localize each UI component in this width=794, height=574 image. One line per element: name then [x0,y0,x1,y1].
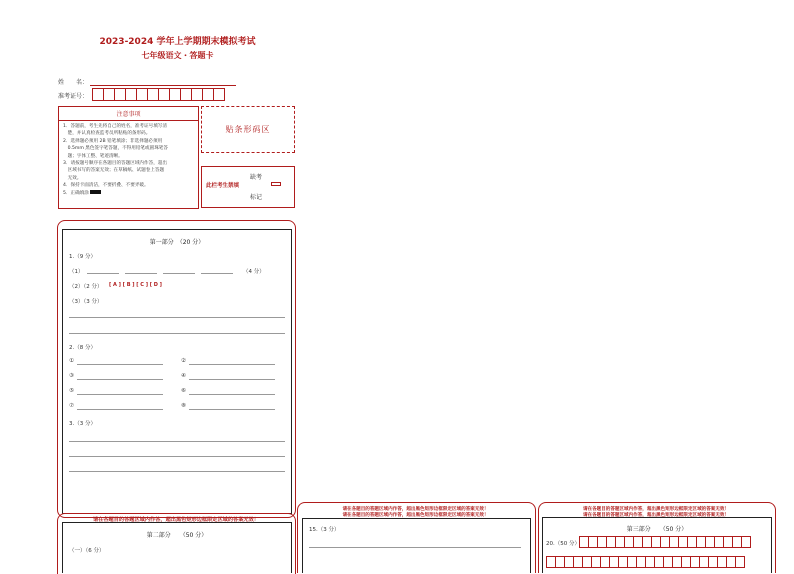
exam-title: 2023-2024 学年上学期期末模拟考试 [99,37,256,47]
q1-1-score: （4 分） [243,269,265,275]
mid-warning-2: 请在各题目的答题区域内作答，超出黑色矩形边框限定区域的答案无效！ [342,512,489,518]
q2-blank[interactable] [77,394,163,395]
q1-2-options[interactable]: [ A ] [ B ] [ C ] [ D ] [109,282,162,288]
notice-title: 注意事项 [59,107,198,121]
barcode-area [201,106,295,153]
essay-grid-row[interactable] [546,556,744,568]
name-field-line[interactable] [90,85,236,86]
name-label: 姓 名： [58,79,89,86]
essay-grid-cell[interactable] [735,556,745,568]
notice-item: 4．保持卡面清洁，不要折叠、不要弄破。 [63,183,149,189]
q1-1-blank[interactable] [125,273,157,274]
answer-line[interactable] [309,547,521,548]
part3-answer-area[interactable] [542,517,772,573]
filled-mark-example [90,190,101,194]
notice-item-text: 5．正确填涂 [63,190,89,196]
barcode-label: 贴条形码区 [225,125,271,134]
essay-grid-row[interactable] [579,536,750,548]
q2-blank[interactable] [77,364,163,365]
answer-line[interactable] [69,471,285,472]
q3-label: 3.（3 分） [69,421,96,427]
id-number-boxes[interactable] [92,88,224,101]
q1-1-blank[interactable] [201,273,233,274]
q20-label: 20.（50 分） [546,541,580,547]
q2-blank[interactable] [77,379,163,380]
absent-no-fill-label: 此栏考生禁填 [206,183,240,189]
part3-title: 第三部分 （50 分） [626,526,688,533]
q2-mark-2: ② [181,358,186,364]
right-warning-1: 请在各题目的答题区域内作答，超出黑色矩形边框限定区域的答案无效！ [582,506,730,512]
exam-subtitle: 七年级语文・答题卡 [141,51,214,60]
absent-line2: 标记 [250,194,263,201]
part2-sub1-label: （一）（6 分） [69,548,105,554]
answer-line[interactable] [69,317,285,318]
notice-item [63,190,194,197]
id-label: 准考证号： [58,93,89,100]
part2-title: 第二部分 （50 分） [146,532,208,539]
q2-mark-3: ③ [69,373,74,379]
q2-mark-5: ⑤ [69,388,74,394]
q2-mark-4: ④ [181,373,186,379]
q1-1-blank[interactable] [87,273,119,274]
notice-item: 3．请按题号顺序在各题目的答题区域内作答，超出 [63,161,167,167]
q2-blank[interactable] [189,379,275,380]
q1-3-label: （3）（3 分） [69,299,103,305]
part2-answer-area[interactable] [62,522,292,573]
notice-list [59,121,198,199]
q1-label: 1.（9 分） [69,254,96,260]
q15-label: 15.（3 分） [309,527,340,533]
part1-title: 第一部分 （20 分） [149,239,205,246]
q1-1-label: （1） [69,269,84,275]
q1-2-label: （2）（2 分） [69,284,103,290]
notice-item: 1．答题前，考生先将自己的姓名，准考证号填写清 [63,124,167,129]
answer-line[interactable] [69,333,285,334]
notice-item: 区域书写的答案无效；在草稿纸、试题卷上答题 [63,168,165,174]
notice-item: 0.5mm 黑色签字笔答题，不得用铅笔或圆珠笔答 [63,146,168,152]
q2-mark-1: ① [69,358,74,364]
q2-mark-7: ⑦ [69,403,74,409]
q2-blank[interactable] [189,409,275,410]
notice-item: 2．选择题必须用 2B 铅笔填涂；非选择题必须用 [63,138,163,144]
q1-1-blank[interactable] [163,273,195,274]
part1-answer-area[interactable] [62,229,292,514]
mid-warning-1: 请在各题目的答题区域内作答，超出黑色矩形边框限定区域的答案无效！ [342,506,489,512]
q2-blank[interactable] [189,394,275,395]
answer-line[interactable] [69,456,285,457]
q15-answer-area[interactable] [302,518,531,573]
q2-blank[interactable] [77,409,163,410]
notice-box [58,106,199,209]
notice-item: 题；字体工整、笔迹清晰。 [63,153,123,159]
absent-mark-box [201,166,295,208]
id-digit-cell[interactable] [213,88,225,101]
answer-line[interactable] [69,441,285,442]
q2-label: 2.（8 分） [69,345,96,351]
absent-line1: 缺考 [250,174,263,181]
q2-mark-6: ⑥ [181,388,186,394]
answer-area-warning: 请在各题目的答题区域内作答，超出黑色矩形边框限定区域的答案无效！ [92,517,259,523]
absent-checkbox[interactable] [271,182,281,186]
notice-item: 无效。 [63,175,82,181]
right-warning-2: 请在各题目的答题区域内作答，超出黑色矩形边框限定区域的答案无效！ [582,512,730,518]
essay-grid-cell[interactable] [741,536,751,548]
q2-mark-8: ⑧ [181,403,186,409]
notice-item: 楚，并认真检查监考员所粘贴的条形码。 [63,131,151,137]
q2-blank[interactable] [189,364,275,365]
